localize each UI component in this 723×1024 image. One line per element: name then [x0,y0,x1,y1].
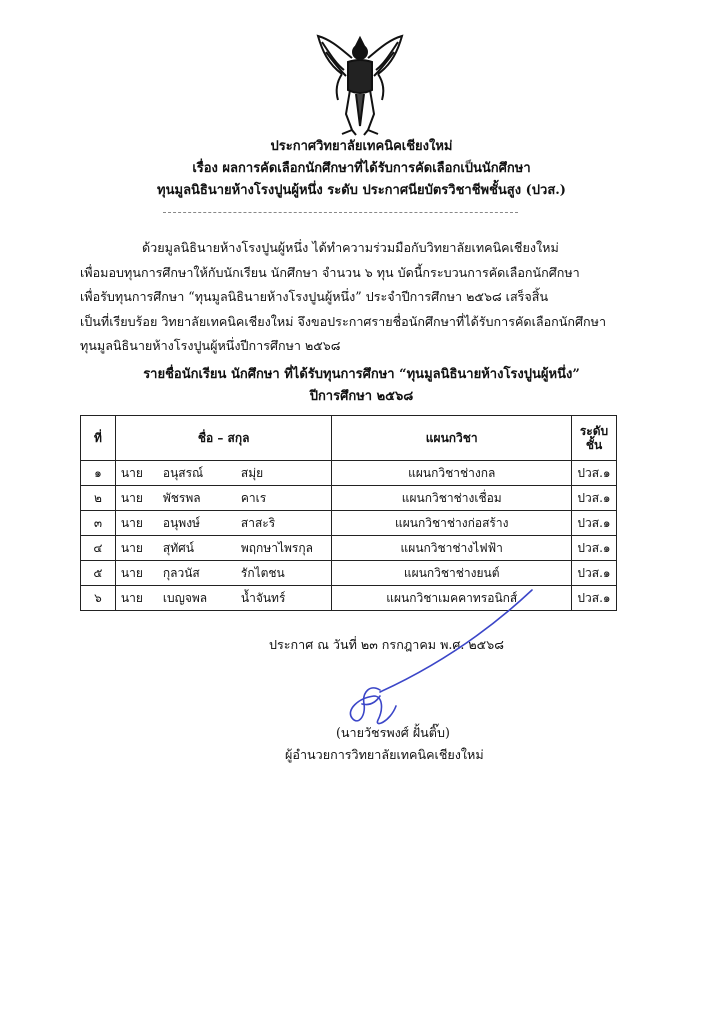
row-no: ๖ [81,586,116,611]
row-dept: แผนกวิชาช่างก่อสร้าง [332,511,572,536]
row-dept: แผนกวิชาช่างเชื่อม [332,486,572,511]
last-name: สาสะริ [240,516,276,530]
last-name: รักไตชน [240,566,285,580]
last-name: พฤกษาไพรกุล [240,541,313,555]
first-name: อนุสรณ์ [162,466,204,480]
last-name: สมุ่ย [240,466,264,480]
row-level: ปวส.๑ [571,486,616,511]
row-level: ปวส.๑ [571,561,616,586]
announcement-subject-line2: ทุนมูลนิธินายห้างโรงปูนผู้หนึ่ง ระดับ ประกาศนียบัตรวิชาชีพชั้นสูง (ปวส.) [157,183,566,198]
body-line: เพื่อรับทุนการศึกษา “ทุนมูลนิธินายห้างโรงปูนผู้หนึ่ง” ประจำปีการศึกษา ๒๕๖๘ เสร็จสิ้น [80,289,549,304]
last-name: คาเร [240,491,267,505]
row-name [115,461,332,486]
row-level: ปวส.๑ [571,461,616,486]
row-level: ปวส.๑ [571,586,616,611]
garuda-emblem-icon [312,30,408,138]
body-line: ทุนมูลนิธินายห้างโรงปูนผู้หนึ่งปีการศึกษา ๒๕๖๘ [80,338,341,353]
row-dept: แผนกวิชาช่างไฟฟ้า [332,536,572,561]
name-prefix: นาย [120,491,143,505]
row-name [115,511,332,536]
first-name: เบญจพล [162,591,208,605]
name-prefix: นาย [120,516,143,530]
row-no: ๒ [81,486,116,511]
announcement-title: ประกาศวิทยาลัยเทคนิคเชียงใหม่ [270,139,453,154]
header-dept: แผนกวิชา [332,416,572,461]
table-row [81,486,617,511]
table-subtitle: ปีการศึกษา ๒๕๖๘ [309,389,414,404]
table-row [81,461,617,486]
announcement-subject: เรื่อง ผลการคัดเลือกนักศึกษาที่ได้รับการคัดเลือกเป็นนักศึกษา [192,161,531,176]
announcement-date: ประกาศ ณ วันที่ ๒๓ กรกฎาคม พ.ศ. ๒๕๖๘ [269,637,504,652]
header-level: ระดับชั้น [571,416,616,461]
row-no: ๔ [81,536,116,561]
table-title: รายชื่อนักเรียน นักศึกษา ที่ได้รับทุนการศึกษา “ทุนมูลนิธินายห้างโรงปูนผู้หนึ่ง” [143,367,580,382]
table-row [81,536,617,561]
first-name: กุลวนัส [162,566,200,580]
body-paragraph [80,236,646,359]
signer-position: ผู้อำนวยการวิทยาลัยเทคนิคเชียงใหม่ [285,747,484,762]
row-level: ปวส.๑ [571,536,616,561]
table-header-row [81,416,617,461]
row-dept: แผนกวิชาเมคคาทรอนิกส์ [332,586,572,611]
body-line: เป็นที่เรียบร้อย วิทยาลัยเทคนิคเชียงใหม่ จึงขอประกาศรายชื่อนักศึกษาที่ได้รับการคัดเลือกนักศึกษา [80,313,607,329]
row-name [115,536,332,561]
table-row [81,511,617,536]
row-no: ๕ [81,561,116,586]
body-line: เพื่อมอบทุนการศึกษาให้กับนักเรียน นักศึกษา จำนวน ๖ ทุน บัดนี้กระบวนการคัดเลือกนักศึกษา [80,264,580,280]
name-prefix: นาย [120,591,143,605]
row-level: ปวส.๑ [571,511,616,536]
first-name: สุทัศน์ [162,541,194,555]
row-no: ๑ [81,461,116,486]
header-no: ที่ [81,416,116,461]
last-name: น้ำจันทร์ [240,591,286,605]
row-dept: แผนกวิชาช่างกล [332,461,572,486]
signer-name: (นายวัชรพงศ์ ฝั้นติ๊บ) [336,725,450,740]
name-prefix: นาย [120,541,143,555]
header-divider [163,212,518,213]
header-name: ชื่อ – สกุล [115,416,332,461]
name-prefix: นาย [120,466,143,480]
first-name: พัชรพล [162,491,201,505]
row-no: ๓ [81,511,116,536]
row-dept: แผนกวิชาช่างยนต์ [332,561,572,586]
row-name [115,486,332,511]
body-line: ด้วยมูลนิธินายห้างโรงปูนผู้หนึ่ง ได้ทำความร่วมมือกับวิทยาลัยเทคนิคเชียงใหม่ [142,240,559,255]
first-name: อนุพงษ์ [162,516,200,530]
name-prefix: นาย [120,566,143,580]
